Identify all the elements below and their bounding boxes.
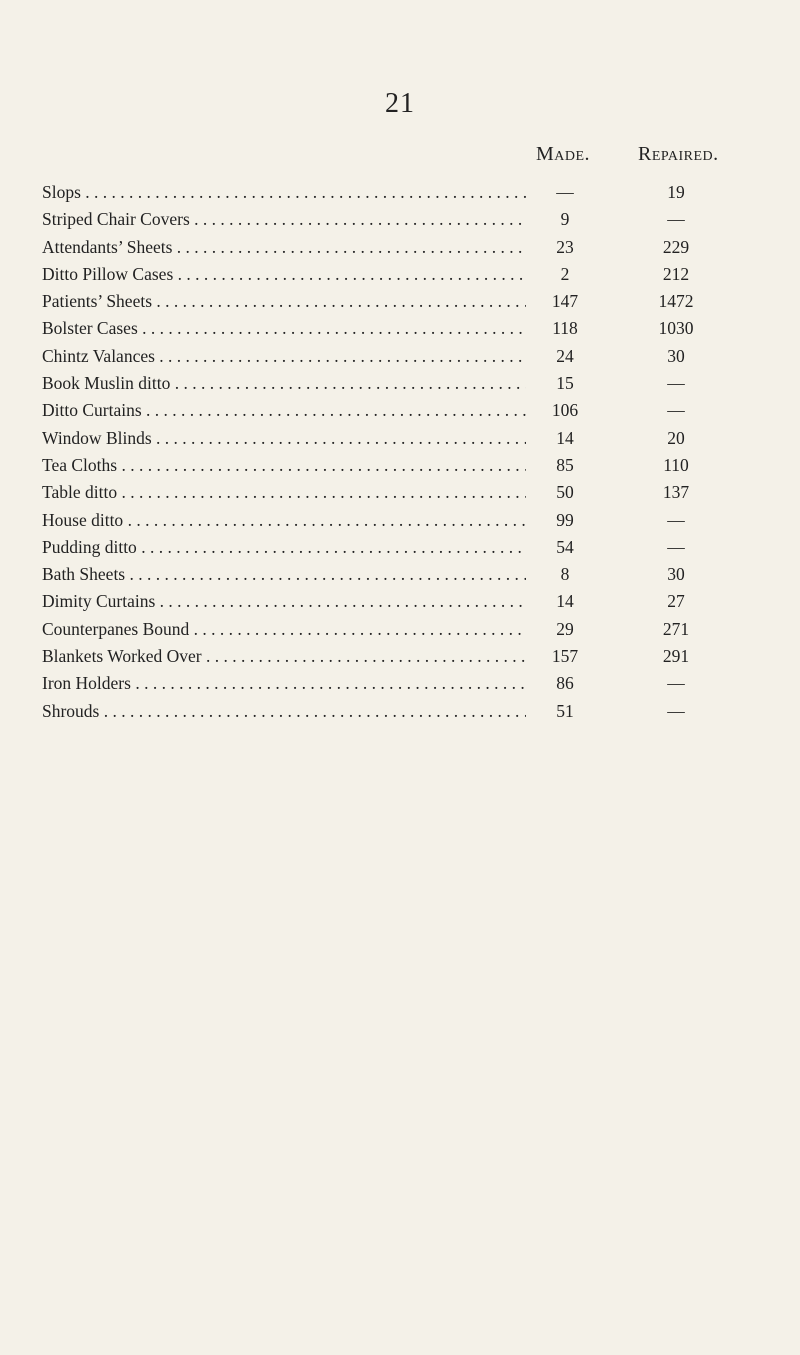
- item-name: Patients’ Sheets . . .: [42, 288, 526, 315]
- made-count: 86: [556, 673, 574, 694]
- repaired-count: 137: [662, 482, 690, 503]
- made-count: 85: [556, 454, 574, 475]
- repaired-count: 19: [667, 182, 685, 202]
- table-row: [0, 452, 800, 479]
- item-name: Ditto Curtains . . .: [42, 397, 526, 424]
- made-count: 14: [556, 591, 574, 612]
- made-count: 157: [551, 646, 579, 667]
- item-name: Dimity Curtains . . .: [42, 588, 526, 615]
- table-row: [0, 288, 800, 315]
- repaired-count: —: [667, 373, 685, 394]
- table-row: [0, 534, 800, 561]
- repaired-count: —: [667, 400, 685, 421]
- made-count: 50: [556, 482, 574, 503]
- table-row: [0, 370, 800, 397]
- repaired-count: 30: [667, 345, 685, 366]
- item-name: Blankets Worked Over . . .: [42, 643, 526, 670]
- item-name: Shrouds . . .: [42, 698, 526, 725]
- item-name: Chintz Valances . . .: [42, 343, 526, 370]
- made-count: 15: [556, 373, 574, 394]
- table-row: [0, 397, 800, 424]
- table-row: [0, 179, 800, 206]
- item-name: Book Muslin ditto . . .: [42, 370, 526, 397]
- made-count: 106: [551, 400, 579, 421]
- table-row: [0, 643, 800, 670]
- repaired-count: —: [667, 509, 685, 530]
- table-row: [0, 616, 800, 643]
- table-row: [0, 234, 800, 261]
- table-row: [0, 507, 800, 534]
- item-name: Slops . . .: [42, 179, 526, 206]
- repaired-count: 20: [667, 427, 685, 448]
- repaired-count: —: [667, 673, 685, 694]
- table-row: [0, 479, 800, 506]
- made-count: 24: [556, 345, 574, 366]
- item-name: Pudding ditto . . .: [42, 534, 526, 561]
- made-count: 23: [556, 236, 574, 257]
- repaired-count: —: [667, 209, 685, 230]
- made-count: 14: [556, 427, 574, 448]
- made-count: 147: [551, 291, 579, 312]
- repaired-count: 27: [667, 591, 685, 612]
- table-row: [0, 698, 800, 725]
- item-name: Bolster Cases . . .: [42, 315, 526, 342]
- item-name: Iron Holders . . .: [42, 670, 526, 697]
- repaired-count: 110: [663, 454, 689, 475]
- item-name: Table ditto . . .: [42, 479, 526, 506]
- item-name: Window Blinds . . .: [42, 425, 526, 452]
- made-count: —: [556, 182, 574, 202]
- repaired-count: 229: [662, 236, 690, 257]
- table-header: [0, 143, 800, 173]
- table-row: [0, 588, 800, 615]
- made-column-header: Made.: [536, 143, 591, 165]
- repaired-count: 1472: [658, 291, 694, 312]
- repaired-count: —: [667, 700, 685, 721]
- repaired-count: —: [667, 536, 685, 557]
- made-count: 8: [560, 564, 570, 585]
- table-row: [0, 343, 800, 370]
- item-name: Striped Chair Covers . . .: [42, 206, 526, 233]
- item-name: Bath Sheets . . .: [42, 561, 526, 588]
- repaired-count: 291: [662, 646, 690, 667]
- made-count: 51: [556, 700, 574, 721]
- made-count: 99: [556, 509, 574, 530]
- item-name: Tea Cloths . . .: [42, 452, 526, 479]
- repaired-column-header: Repaired.: [638, 143, 719, 165]
- table-row: [0, 206, 800, 233]
- repaired-count: 271: [662, 618, 690, 639]
- table-row: [0, 561, 800, 588]
- item-name: Counterpanes Bound . . .: [42, 616, 526, 643]
- made-count: 29: [556, 618, 574, 639]
- item-name: Attendants’ Sheets . . .: [42, 234, 526, 261]
- table-row: [0, 425, 800, 452]
- repaired-count: 30: [667, 564, 685, 585]
- made-count: 118: [552, 318, 578, 339]
- made-count: 54: [556, 536, 574, 557]
- made-count: 9: [560, 209, 570, 230]
- linen-table: [0, 179, 800, 725]
- table-row: [0, 315, 800, 342]
- repaired-count: 1030: [658, 318, 694, 339]
- table-row: [0, 670, 800, 697]
- repaired-count: 212: [662, 263, 690, 284]
- made-count: 2: [560, 263, 570, 284]
- table-row: [0, 261, 800, 288]
- item-name: Ditto Pillow Cases . . .: [42, 261, 526, 288]
- page-number: 21: [385, 88, 415, 119]
- item-name: House ditto . . .: [42, 507, 526, 534]
